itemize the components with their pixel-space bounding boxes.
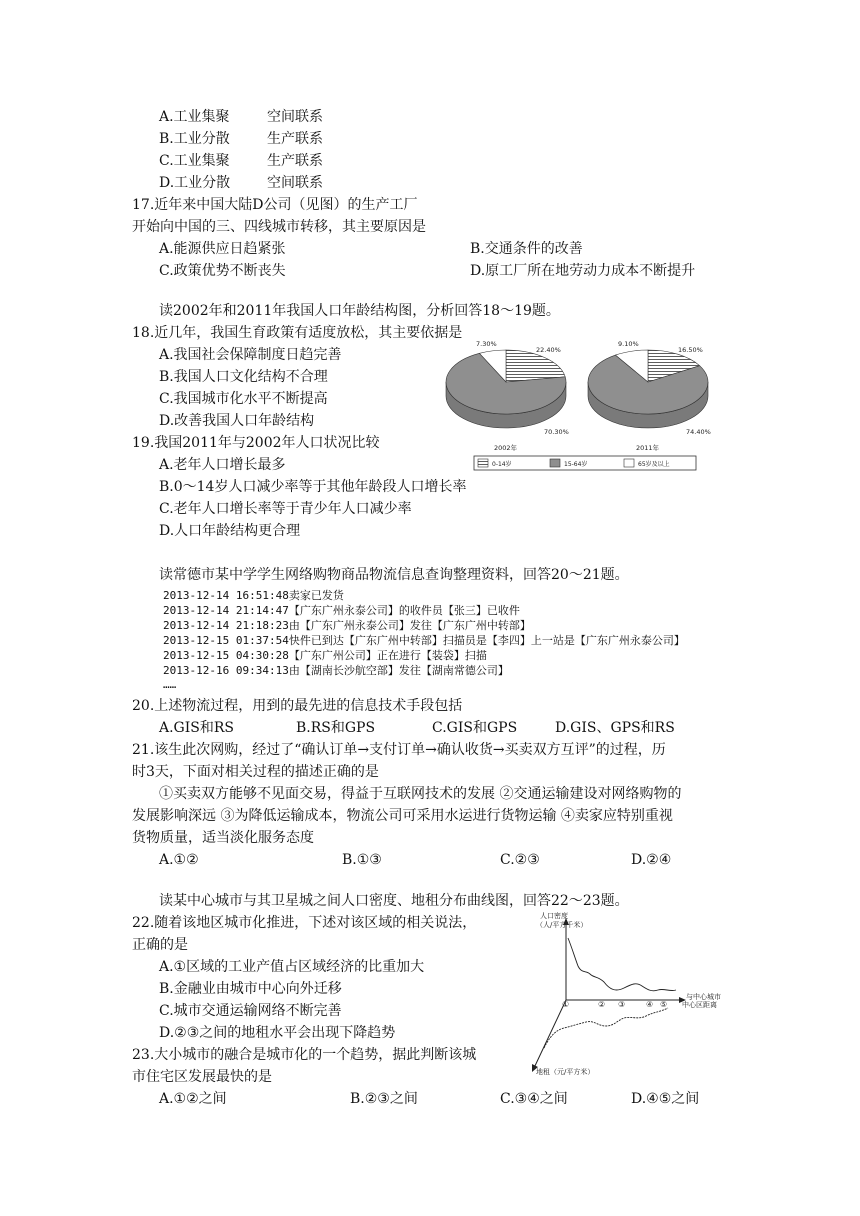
logistics-record: 2013-12-16 09:34:13由【湖南长沙航空部】发往【湖南常德公司】 — [163, 664, 509, 677]
marker-5: ⑤ — [660, 1000, 668, 1009]
q19-option-c: C.老年人口增长率等于青少年人口减少率 — [159, 501, 412, 517]
q16-option-d-second: 空间联系 — [267, 175, 323, 191]
q22-stem-line1: 22.随着该地区城市化推进，下述对该区域的相关说法， — [132, 915, 477, 931]
q22-option-b: B.金融业由城市中心向外迁移 — [159, 981, 342, 997]
q21-statements-line1: ①买卖双方能够不见面交易，得益于互联网技术的发展 ②交通运输建设对网络购物的 — [159, 786, 682, 802]
q23-stem-line1: 23.大小城市的融合是城市化的一个趋势，据此判断该城 — [132, 1047, 477, 1063]
q23-option-d: D.④⑤之间 — [631, 1091, 700, 1107]
legend-swatch-working — [550, 459, 560, 467]
q17-option-c: C.政策优势不断丧失 — [159, 263, 286, 279]
q19-stem: 19.我国2011年与2002年人口状况比较 — [132, 435, 380, 451]
population-age-pie-chart — [438, 334, 728, 478]
marker-2: ② — [598, 1000, 606, 1009]
legend-swatch-young — [478, 459, 488, 467]
rent-curve — [544, 1008, 668, 1048]
q17-option-b: B.交通条件的改善 — [470, 241, 583, 257]
logistics-record: 2013-12-15 01:37:54快件已到达【广东广州中转部】扫描员是【李四】上一站是【广东广州永泰公司】 — [163, 634, 685, 647]
q21-stem-line1: 21.该生此次网购，经过了“确认订单→支付订单→确认收货→买卖双方互评”的过程，历 — [132, 742, 666, 758]
pie-label-working: 74.40% — [686, 428, 711, 436]
q16-option-a-second: 空间联系 — [267, 109, 323, 125]
q16-option-c-second: 生产联系 — [267, 153, 323, 169]
q21-statements-line3: 货物质量，适当淡化服务态度 — [132, 830, 314, 846]
q22-option-c: C.城市交通运输网络不断完善 — [159, 1003, 342, 1019]
legend-swatch-elder — [624, 459, 634, 467]
q18-stem: 18.近几年，我国生育政策有适度放松，其主要依据是 — [132, 325, 463, 341]
population-density-curve — [568, 938, 676, 991]
z-axis — [534, 1000, 566, 1068]
pie-slice-young — [506, 350, 565, 382]
pie-year-label: 2002年 — [494, 444, 518, 452]
q21-option-d: D.②④ — [631, 852, 672, 868]
q17-stem-line2: 开始向中国的三、四线城市转移，其主要原因是 — [132, 219, 426, 235]
q23-option-b: B.②③之间 — [350, 1091, 418, 1107]
intro-18-19: 读2002年和2011年我国人口年龄结构图，分析回答18～19题。 — [159, 303, 560, 319]
pie-label-working: 70.30% — [544, 428, 569, 436]
q17-option-d: D.原工厂所在地劳动力成本不断提升 — [470, 263, 696, 279]
density-rent-graph — [520, 908, 740, 1078]
x-axis-label-2: 中心区距离 — [682, 1001, 717, 1009]
q21-stem-line2: 时3天，下面对相关过程的描述正确的是 — [132, 764, 379, 780]
logistics-record: …… — [163, 678, 177, 691]
pie-label-elder: 7.30% — [476, 340, 497, 348]
legend-label-working: 15-64岁 — [564, 461, 588, 468]
q21-option-a: A.①② — [159, 852, 199, 868]
y-axis-label-1: 人口密度 — [540, 912, 568, 920]
q16-option-d: D.工业分散 — [159, 175, 231, 191]
q19-option-d: D.人口年龄结构更合理 — [159, 523, 301, 539]
legend-label-elder: 65岁及以上 — [638, 461, 670, 468]
q20-option-d: D.GIS、GPS和RS — [555, 720, 675, 736]
intro-22-23: 读某中心城市与其卫星城之间人口密度、地租分布曲线图，回答22～23题。 — [159, 893, 629, 909]
pie-label-elder: 9.10% — [618, 340, 639, 348]
pie-label-young: 22.40% — [536, 346, 561, 354]
marker-1: ① — [562, 1000, 570, 1009]
q16-option-b: B.工业分散 — [159, 131, 230, 147]
q18-option-c: C.我国城市化水平不断提高 — [159, 391, 328, 407]
intro-20-21: 读常德市某中学学生网络购物商品物流信息查询整理资料，回答20～21题。 — [159, 567, 629, 583]
q17-option-a: A.能源供应日趋紧张 — [159, 241, 286, 257]
q18-option-d: D.改善我国人口年龄结构 — [159, 413, 315, 429]
q22-option-d: D.②③之间的地租水平会出现下降趋势 — [159, 1025, 396, 1041]
q18-option-b: B.我国人口文化结构不合理 — [159, 369, 328, 385]
q22-stem-line2: 正确的是 — [132, 937, 188, 953]
q20-option-b: B.RS和GPS — [296, 720, 376, 736]
q19-option-a: A.老年人口增长最多 — [159, 457, 286, 473]
q23-stem-line2: 市住宅区发展最快的是 — [132, 1069, 272, 1085]
y-axis-label-2: （人/平方千米） — [536, 921, 588, 929]
q23-option-a: A.①②之间 — [159, 1091, 227, 1107]
pie-label-young: 16.50% — [678, 346, 703, 354]
marker-4: ④ — [646, 1000, 654, 1009]
q20-stem: 20.上述物流过程，用到的最先进的信息技术手段包括 — [132, 698, 463, 714]
logistics-record: 2013-12-15 04:30:28【广东广州公司】正在进行【装袋】扫描 — [163, 649, 487, 662]
q17-stem-line1: 17.近年来中国大陆D公司（见图）的生产工厂 — [132, 197, 418, 213]
logistics-record: 2013-12-14 21:14:47【广东广州永泰公司】的收件员【张三】已收件 — [163, 604, 520, 617]
logistics-record: 2013-12-14 21:18:23由【广东广州永泰公司】发往【广东广州中转部】 — [163, 619, 531, 632]
q20-option-c: C.GIS和GPS — [432, 720, 518, 736]
legend-label-young: 0-14岁 — [492, 461, 512, 468]
logistics-record: 2013-12-14 16:51:48卖家已发货 — [163, 589, 344, 602]
x-axis-label-1: 与中心城市 — [686, 993, 721, 1001]
z-axis-label: 地租（元/平方米） — [536, 1068, 595, 1076]
q20-option-a: A.GIS和RS — [159, 720, 234, 736]
q23-option-c: C.③④之间 — [500, 1091, 568, 1107]
q22-option-a: A.①区域的工业产值占区域经济的比重加大 — [159, 959, 425, 975]
q18-option-a: A.我国社会保障制度日趋完善 — [159, 347, 342, 363]
q16-option-c: C.工业集聚 — [159, 153, 230, 169]
q21-statements-line2: 发展影响深远 ③为降低运输成本，物流公司可采用水运进行货物运输 ④卖家应特别重视 — [132, 808, 673, 824]
q21-option-b: B.①③ — [342, 852, 382, 868]
q19-option-b: B.0～14岁人口减少率等于其他年龄段人口增长率 — [159, 479, 467, 495]
q21-option-c: C.②③ — [500, 852, 540, 868]
pie-year-label: 2011年 — [636, 444, 660, 452]
marker-3: ③ — [618, 1000, 626, 1009]
q16-option-b-second: 生产联系 — [267, 131, 323, 147]
q16-option-a: A.工业集聚 — [159, 109, 230, 125]
